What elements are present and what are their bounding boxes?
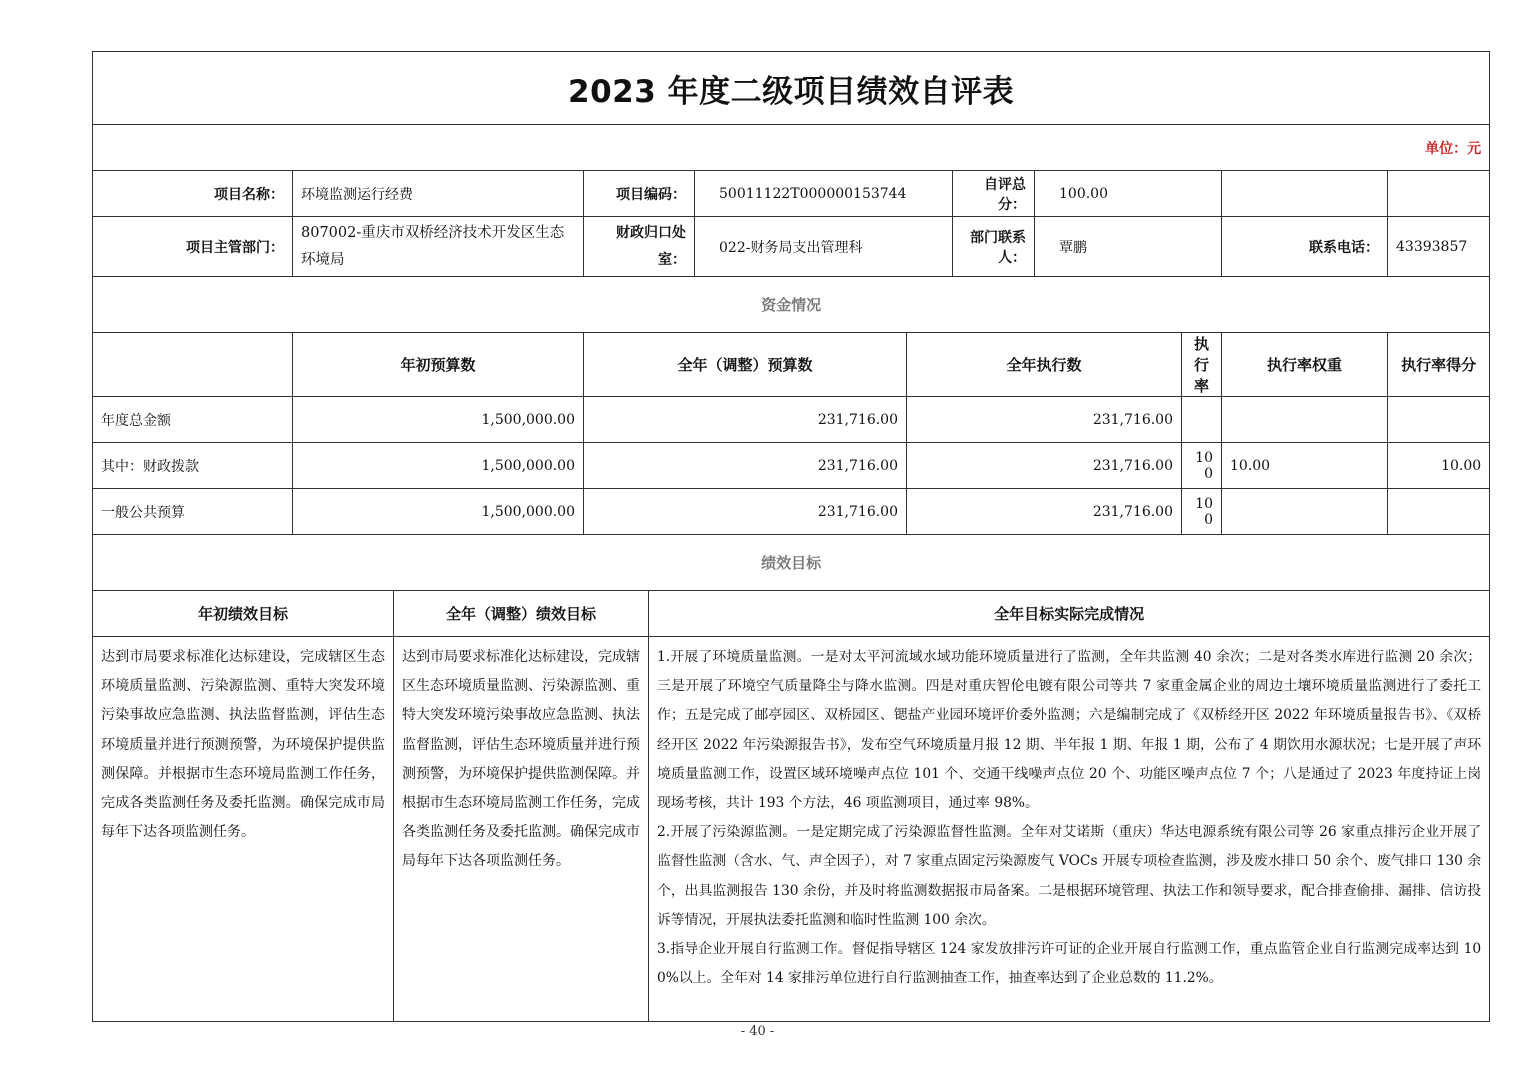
cell-weight: 10.00	[1222, 443, 1388, 489]
col-adjusted-budget: 全年（调整）预算数	[584, 333, 907, 397]
contact-label: 部门联系人：	[953, 217, 1035, 277]
table-row	[93, 489, 1490, 535]
project-name-value: 环境监测运行经费	[293, 171, 584, 217]
form-table	[92, 51, 1490, 1022]
col-actual: 全年目标实际完成情况	[649, 591, 1490, 637]
cell-adjusted: 231,716.00	[584, 489, 907, 535]
row-label: 年度总金额	[93, 397, 293, 443]
actual-item-3: 3.指导企业开展自行监测工作。督促指导辖区 124 家发放排污许可证的企业开展自行监测工作，重点监管企业自行监测完成率达到 100%以上。全年对 14 家排污单位进行自行监测抽查工作，抽查率达到了企业总数的 11.2%。	[657, 941, 1482, 987]
page-number: - 40 -	[740, 1024, 775, 1039]
table-row	[93, 443, 1490, 489]
cell-adjusted: 231,716.00	[584, 397, 907, 443]
cell-score	[1388, 489, 1490, 535]
cell-rate: 100	[1182, 443, 1222, 489]
col-initial-budget: 年初预算数	[293, 333, 584, 397]
unit-label: 单位：元	[93, 125, 1490, 171]
col-weight: 执行率权重	[1222, 333, 1388, 397]
cell-score	[1388, 397, 1490, 443]
actual-item-1: 1.开展了环境质量监测。一是对太平河流域水域功能环境质量进行了监测，全年共监测 40 余次；二是对各类水库进行监测 20 余次；三是开展了环境空气质量降尘与降水监测。四是对重庆智伦电镀有限公司等共 7 家重金属企业的周边土壤环境质量监测进行了委托工作；五是完成了邮亭园区、双桥园区、锶盐产业园环境评价委外监测；六是编制完成了《双桥经开区 2022 年环境质量报告书》、《双桥经开区 2022 年污染源报告书》，发布空气环境质量月报 12 期、半年报 1 期、年报 1 期，公布了 4 期饮用水源状况；七是开展了声环境质量监测工作，设置区域环境噪声点位 101 个、交通干线噪声点位 20 个、功能区噪声点位 7 个；八是通过了 2023 年度持证上岗现场考核，共计 193 个方法，46 项监测项目，通过率 98%。	[657, 649, 1482, 812]
row-label: 其中：财政拨款	[93, 443, 293, 489]
cell-executed: 231,716.00	[907, 443, 1182, 489]
evaluation-form	[92, 51, 1489, 1022]
phone-label: 联系电话：	[1222, 217, 1388, 277]
cell-initial: 1,500,000.00	[293, 489, 584, 535]
empty-cell	[1222, 171, 1388, 217]
contact-value: 覃鹏	[1035, 217, 1222, 277]
cell-initial: 1,500,000.00	[293, 397, 584, 443]
adjusted-goal-text: 达到市局要求标准化达标建设，完成辖区生态环境质量监测、污染源监测、重特大突发环境污染事故应急监测、执法监督监测，评估生态环境质量并进行预测预警，为环境保护提供监测保障。并根据市生态环境局监测工作任务，完成各类监测任务及委托监测。确保完成市局每年下达各项监测任务。	[394, 637, 649, 1022]
finance-value: 022-财务局支出管理科	[695, 217, 953, 277]
dept-label: 项目主管部门：	[93, 217, 293, 277]
cell-weight	[1222, 489, 1388, 535]
cell-executed: 231,716.00	[907, 489, 1182, 535]
col-initial-goal: 年初绩效目标	[93, 591, 394, 637]
funds-section-title: 资金情况	[93, 277, 1490, 333]
dept-value: 807002-重庆市双桥经济技术开发区生态环境局	[293, 217, 584, 277]
finance-label: 财政归口处室：	[584, 217, 695, 277]
cell-weight	[1222, 397, 1388, 443]
cell-executed: 231,716.00	[907, 397, 1182, 443]
phone-value: 43393857	[1388, 217, 1490, 277]
row-label: 一般公共预算	[93, 489, 293, 535]
cell-rate	[1182, 397, 1222, 443]
project-code-value: 50011122T000000153744	[695, 171, 953, 217]
empty-cell	[1388, 171, 1490, 217]
initial-goal-text: 达到市局要求标准化达标建设，完成辖区生态环境质量监测、污染源监测、重特大突发环境污染事故应急监测、执法监督监测，评估生态环境质量并进行预测预警，为环境保护提供监测保障。并根据市生态环境局监测工作任务，完成各类监测任务及委托监测。确保完成市局每年下达各项监测任务。	[93, 637, 394, 1022]
page-title: 2023 年度二级项目绩效自评表	[93, 52, 1490, 125]
cell-adjusted: 231,716.00	[584, 443, 907, 489]
actual-completion	[649, 637, 1490, 1022]
col-executed: 全年执行数	[907, 333, 1182, 397]
goals-section-title: 绩效目标	[93, 535, 1490, 591]
cell-initial: 1,500,000.00	[293, 443, 584, 489]
cell-score: 10.00	[1388, 443, 1490, 489]
col-rate-score: 执行率得分	[1388, 333, 1490, 397]
score-label: 自评总分：	[953, 171, 1035, 217]
project-code-label: 项目编码：	[584, 171, 695, 217]
actual-item-2: 2.开展了污染源监测。一是定期完成了污染源监督性监测。全年对艾诺斯（重庆）华达电源系统有限公司等 26 家重点排污企业开展了监督性监测（含水、气、声全因子），对 7 家重点固定污染源废气 VOCs 开展专项检查监测，涉及废水排口 50 余个、废气排口 130 余个，出具监测报告 130 余份，并及时将监测数据报市局备案。二是根据环境管理、执法工作和领导要求，配合排查偷排、漏排、信访投诉等情况，开展执法委托监测和临时性监测 100 余次。	[657, 824, 1482, 928]
project-name-label: 项目名称：	[93, 171, 293, 217]
empty-header-cell	[93, 333, 293, 397]
col-adjusted-goal: 全年（调整）绩效目标	[394, 591, 649, 637]
col-rate: 执行率	[1182, 333, 1222, 397]
cell-rate: 100	[1182, 489, 1222, 535]
table-row	[93, 397, 1490, 443]
score-value: 100.00	[1035, 171, 1222, 217]
